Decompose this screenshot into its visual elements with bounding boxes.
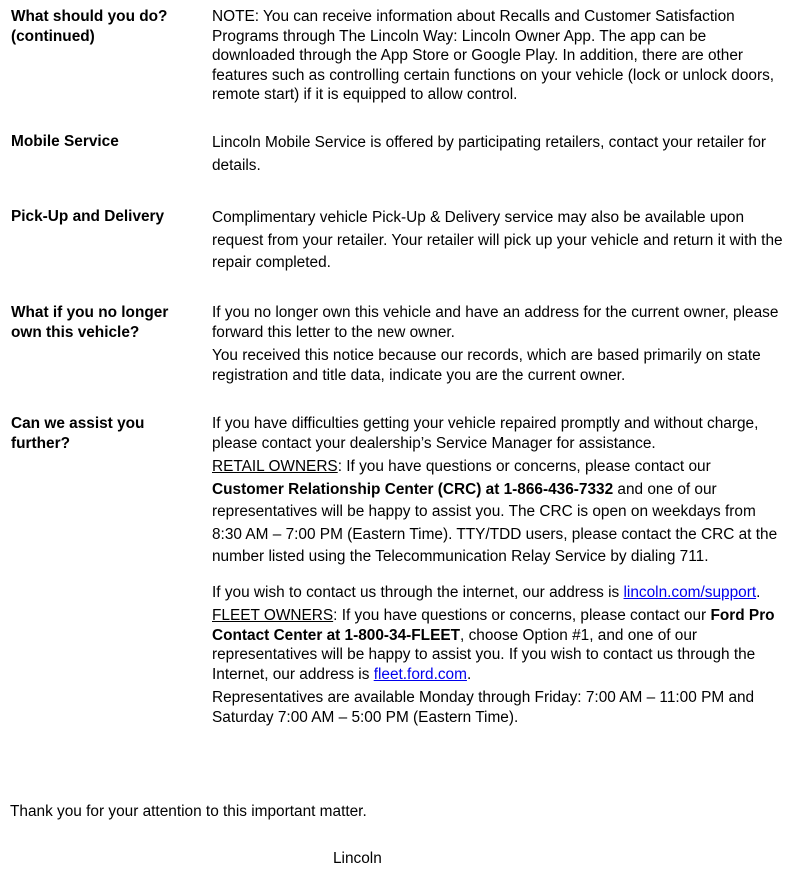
fleet-period: .: [466, 665, 472, 683]
fleet-ford-link[interactable]: fleet.ford.com: [373, 665, 467, 683]
section-content: [212, 132, 786, 177]
internet-period: .: [756, 583, 761, 601]
retail-owners-text-continued: and one of our representatives will be happy to assist you. The CRC is open on weekdays from 8:30 AM – 7:00 PM (Eastern Time). TTY/TDD users, please contact the CRC at the number listed using the Telecommunication Relay Service by dialing 711.: [212, 480, 778, 565]
section-heading: Mobile Service: [11, 133, 119, 150]
retail-owners-paragraph: [212, 456, 786, 569]
hours-paragraph: Representatives are available Monday through Friday: 7:00 AM – 11:00 PM and Saturday 7:00 AM – 5:00 PM (Eastern Time).: [212, 689, 755, 726]
crc-phone: Customer Relationship Center (CRC) at 1-866-436-7332: [212, 480, 614, 498]
signature: Lincoln: [333, 850, 382, 867]
forward-letter-paragraph: If you no longer own this vehicle and have an address for the current owner, please forward this letter to the new owner.: [212, 304, 779, 341]
section-heading: Pick-Up and Delivery: [11, 208, 165, 225]
section-content: [212, 414, 786, 727]
fleet-owners-text-continued: , choose Option #1, and one of our representatives will be happy to assist you. If you wish to contact us through the Internet, our address is: [212, 626, 756, 683]
internet-paragraph: [212, 583, 786, 603]
internet-text: If you wish to contact us through the internet, our address is: [212, 583, 624, 601]
fleet-phone: Ford Pro Contact Center at 1-800-34-FLEET: [212, 607, 775, 644]
section-heading: What if you no longer own this vehicle?: [11, 304, 169, 341]
fleet-owners-text: : If you have questions or concerns, please contact our: [333, 607, 711, 624]
retail-owners-text: : If you have questions or concerns, please contact our: [337, 458, 711, 475]
section-content: [212, 7, 786, 105]
section-heading: Can we assist you further?: [11, 415, 145, 452]
section-content: [212, 207, 786, 275]
records-paragraph: You received this notice because our records, which are based primarily on state registration and title data, indicate you are the current owner.: [212, 347, 761, 384]
note-paragraph: NOTE: You can receive information about Recalls and Customer Satisfaction Programs through The Lincoln Way: Lincoln Owner App. The app can be downloaded through the App Store or Google Play. In addition, there are other features such as controlling certain functions on your vehicle (lock or unlock doors, remote start) if it is equipped to allow control.: [212, 8, 775, 103]
section-heading: What should you do? (continued): [11, 8, 168, 45]
lincoln-support-link[interactable]: lincoln.com/support: [623, 583, 757, 601]
retail-owners-label: RETAIL OWNERS: [212, 458, 338, 475]
fleet-owners-label: FLEET OWNERS: [212, 607, 334, 624]
section-content: [212, 303, 786, 385]
mobile-service-paragraph: Lincoln Mobile Service is offered by participating retailers, contact your retailer for details.: [212, 134, 767, 174]
fleet-owners-paragraph: [212, 606, 786, 684]
closing-thanks: Thank you for your attention to this important matter.: [10, 803, 367, 820]
difficulties-paragraph: If you have difficulties getting your vehicle repaired promptly and without charge, please contact your dealership’s Service Manager for assistance.: [212, 415, 759, 452]
pickup-paragraph: Complimentary vehicle Pick-Up & Delivery service may also be available upon request from your retailer. Your retailer will pick up your vehicle and return it with the repair completed.: [212, 209, 783, 271]
